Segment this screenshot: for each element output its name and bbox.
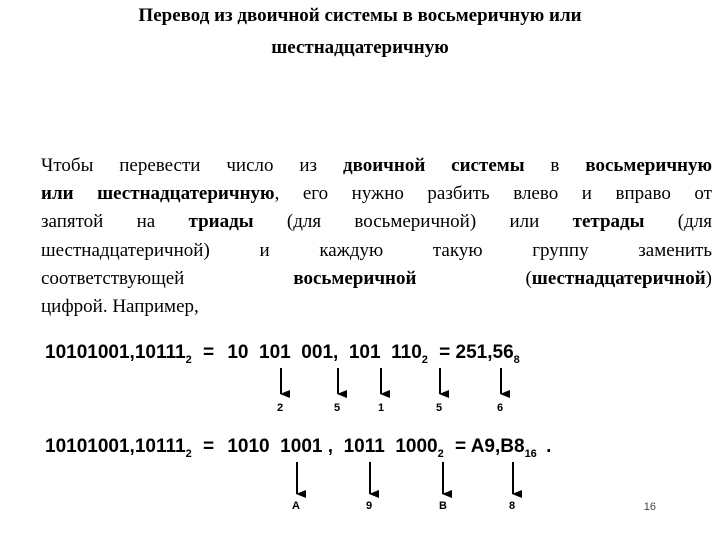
triads-groups: 10 101 001, 101 110 [227,342,422,363]
equals-sign: = [202,436,215,457]
text-run: Чтобы перевести число из [41,155,343,176]
hex-digit: B [439,500,447,512]
octal-arrows [281,368,501,394]
text-run: ( [416,267,532,289]
base-subscript: 2 [437,448,444,460]
octal-digit: 5 [334,402,341,414]
hex-result: = A9,B8 [455,436,525,457]
equals-sign: = [202,342,215,363]
hex-digit: 8 [509,500,516,512]
paragraph-line-6: цифрой. Например, [41,296,199,318]
base-subscript: 2 [185,354,192,366]
trailing-period: . [546,436,552,457]
binary-number: 10101001,10111 [45,436,186,457]
octal-result: = 251,56 [439,342,514,363]
bold-run: шестнадцатеричной [531,267,706,289]
hex-digit: A [292,500,300,512]
bold-run: двоичной системы [342,155,525,176]
text-run: в [524,155,586,176]
octal-digit: 1 [378,402,385,414]
bold-run: или шестнадцатеричную [41,183,275,205]
bold-run: тетрады [572,211,645,233]
text-run: (для [644,211,712,233]
text-run: ) [705,267,712,289]
title-line-2: шестнадцатеричную [271,37,449,58]
base-subscript: 2 [421,354,428,366]
page-number: 16 [643,501,656,513]
text-run: (для восьмеричной) или [253,211,573,233]
hex-digit: 9 [366,500,373,512]
binary-number: 10101001,10111 [45,342,186,363]
base-subscript: 2 [185,448,192,460]
tetrads-groups: 1010 1001 , 1011 1000 [227,436,438,457]
base-subscript: 8 [513,354,520,366]
bold-run: восьмеричной [293,267,417,289]
octal-digit: 5 [436,402,443,414]
text-run: соответствующей [41,267,294,289]
text-run: запятой на [41,211,189,233]
title-line-1: Перевод из двоичной системы в восьмеричную или [138,5,582,26]
hex-arrows [297,462,513,494]
octal-digit: 2 [277,402,284,414]
base-subscript: 16 [524,448,537,460]
paragraph-line-4: шестнадцатеричной) и каждую такую группу заменить [41,239,712,261]
bold-run: восьмеричную [585,155,712,176]
octal-digit: 6 [497,402,504,414]
text-run: , его нужно разбить влево и вправо от [274,183,712,205]
bold-run: триады [188,211,254,233]
